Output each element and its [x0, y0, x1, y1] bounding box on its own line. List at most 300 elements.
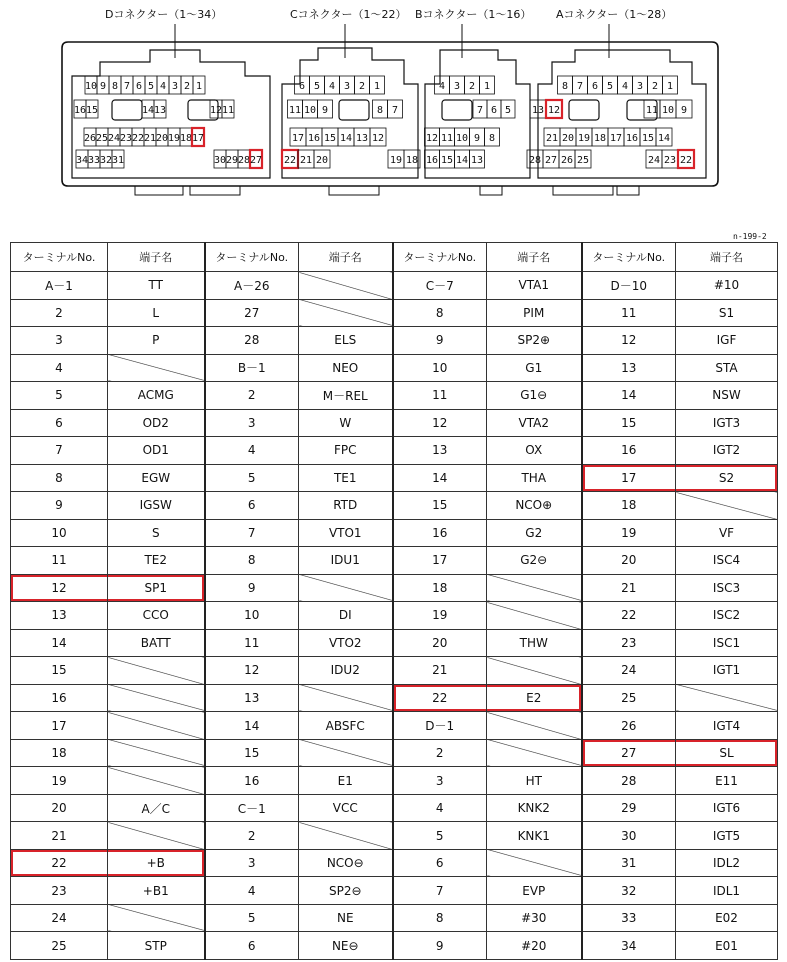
d-pin-number: 10 — [84, 81, 98, 92]
leader-lines — [175, 24, 609, 58]
terminal-name: NCO⊖ — [299, 849, 393, 877]
terminal-name: IDL2 — [676, 849, 778, 877]
c-pin-number: 13 — [355, 133, 369, 144]
terminal-no: 24 — [582, 657, 676, 685]
a-pin-number: 23 — [663, 155, 677, 166]
b-pin-number: 13 — [470, 155, 484, 166]
table-row — [11, 739, 778, 767]
terminal-name: S2 — [676, 464, 778, 492]
table-row — [11, 684, 778, 712]
terminal-no: 3 — [205, 409, 299, 437]
header-terminal-name: 端子名 — [676, 243, 778, 272]
terminal-name: STP — [108, 932, 205, 960]
terminal-name — [676, 492, 778, 520]
header-terminal-name: 端子名 — [299, 243, 393, 272]
terminal-no: 15 — [11, 657, 108, 685]
b-connector-title: Bコネクター（1～16） — [415, 8, 532, 21]
terminal-name: ISC3 — [676, 574, 778, 602]
terminal-no: 20 — [11, 794, 108, 822]
terminal-name: OD2 — [108, 409, 205, 437]
terminal-name: CCO — [108, 602, 205, 630]
table-row — [11, 382, 778, 410]
table-row — [11, 299, 778, 327]
a-pin-number: 10 — [661, 105, 675, 116]
terminal-name: ACMG — [108, 382, 205, 410]
table-row — [11, 272, 778, 300]
terminal-name — [108, 739, 205, 767]
terminal-name: KNK2 — [487, 794, 582, 822]
table-row — [11, 877, 778, 905]
d-pin-number: 11 — [221, 105, 235, 116]
table-row — [11, 629, 778, 657]
table-row — [11, 822, 778, 850]
b-pin-number: 8 — [488, 133, 496, 144]
terminal-name: NE⊖ — [299, 932, 393, 960]
d-pin-number: 3 — [171, 81, 179, 92]
c-pin-number: 22 — [283, 155, 297, 166]
a-pin-number: 13 — [531, 105, 545, 116]
terminal-no: 12 — [205, 657, 299, 685]
terminal-name: NE — [299, 904, 393, 932]
terminal-no: 5 — [205, 464, 299, 492]
terminal-no: 27 — [205, 299, 299, 327]
terminal-no: 28 — [582, 767, 676, 795]
terminal-name: IDU1 — [299, 547, 393, 575]
a-pin-number: 17 — [609, 133, 623, 144]
terminal-no: 13 — [11, 602, 108, 630]
terminal-no: 20 — [393, 629, 487, 657]
a-pin-number: 2 — [651, 81, 659, 92]
terminal-no: 32 — [582, 877, 676, 905]
terminal-name: ISC2 — [676, 602, 778, 630]
connector-diagram — [0, 0, 787, 240]
d-pin-number: 18 — [179, 133, 193, 144]
terminal-name: IDU2 — [299, 657, 393, 685]
terminal-name: ELS — [299, 327, 393, 355]
terminal-name: E1 — [299, 767, 393, 795]
d-pin-number: 4 — [159, 81, 167, 92]
d-pin-number: 19 — [167, 133, 181, 144]
terminal-name: IDL1 — [676, 877, 778, 905]
terminal-name: +B1 — [108, 877, 205, 905]
terminal-name: THW — [487, 629, 582, 657]
table-row — [11, 547, 778, 575]
terminal-no: 3 — [205, 849, 299, 877]
d-pin-number: 21 — [143, 133, 157, 144]
terminal-name: W — [299, 409, 393, 437]
a-pin-number: 20 — [561, 133, 575, 144]
terminal-name: ABSFC — [299, 712, 393, 740]
terminal-no: 28 — [205, 327, 299, 355]
terminal-name: RTD — [299, 492, 393, 520]
terminal-name: VTO1 — [299, 519, 393, 547]
b-pin-number: 10 — [455, 133, 469, 144]
terminal-no: 18 — [582, 492, 676, 520]
terminal-no: 16 — [205, 767, 299, 795]
d-pin-number: 25 — [95, 133, 109, 144]
terminal-no: 6 — [205, 492, 299, 520]
table-row — [11, 712, 778, 740]
header-terminal-no: ターミナルNo. — [205, 243, 299, 272]
a-connector-title: Aコネクター（1～28） — [556, 8, 673, 21]
terminal-no: 21 — [582, 574, 676, 602]
a-pin-number: 3 — [636, 81, 644, 92]
terminal-name — [299, 574, 393, 602]
terminal-name: SP2⊕ — [487, 327, 582, 355]
a-pin-number: 25 — [576, 155, 590, 166]
terminal-no: 10 — [11, 519, 108, 547]
header-terminal-no: ターミナルNo. — [11, 243, 108, 272]
table-row — [11, 932, 778, 960]
terminal-name: E11 — [676, 767, 778, 795]
d-pin-number: 27 — [249, 155, 263, 166]
terminal-name — [487, 712, 582, 740]
terminal-name: TE2 — [108, 547, 205, 575]
d-pin-number: 26 — [83, 133, 97, 144]
table-row — [11, 602, 778, 630]
table-row — [11, 409, 778, 437]
terminal-no: 29 — [582, 794, 676, 822]
c-pin-number: 8 — [376, 105, 384, 116]
table-row — [11, 437, 778, 465]
terminal-no: 7 — [11, 437, 108, 465]
terminal-name: VCC — [299, 794, 393, 822]
b-pin-number: 4 — [438, 81, 446, 92]
terminal-no: 20 — [582, 547, 676, 575]
a-pin-number: 11 — [645, 105, 659, 116]
terminal-no: 9 — [393, 932, 487, 960]
table-row — [11, 464, 778, 492]
terminal-no: 8 — [205, 547, 299, 575]
d-pin-number: 7 — [123, 81, 131, 92]
terminal-no: 5 — [205, 904, 299, 932]
d-pin-number: 14 — [141, 105, 155, 116]
c-pin-number: 10 — [303, 105, 317, 116]
terminal-name: THA — [487, 464, 582, 492]
terminal-no: 15 — [393, 492, 487, 520]
figure-code: n-199-2 — [733, 232, 767, 241]
terminal-no: 11 — [11, 547, 108, 575]
d-pin-number: 9 — [99, 81, 107, 92]
d-pin-number: 30 — [213, 155, 227, 166]
terminal-no: 26 — [582, 712, 676, 740]
terminal-name — [299, 299, 393, 327]
a-pin-number: 16 — [625, 133, 639, 144]
terminal-no: 4 — [393, 794, 487, 822]
terminal-no: A－1 — [11, 272, 108, 300]
terminal-no: 11 — [582, 299, 676, 327]
b-pin-number: 14 — [455, 155, 469, 166]
terminal-no: 9 — [393, 327, 487, 355]
d-pin-number: 22 — [131, 133, 145, 144]
terminal-name: HT — [487, 767, 582, 795]
terminal-name — [108, 354, 205, 382]
a-pin-number: 8 — [561, 81, 569, 92]
b-pin-number: 12 — [425, 133, 439, 144]
terminal-no: 18 — [393, 574, 487, 602]
d-pin-number: 6 — [135, 81, 143, 92]
terminal-name: TT — [108, 272, 205, 300]
table-row — [11, 849, 778, 877]
d-connector-title: Dコネクター（1～34） — [105, 8, 223, 21]
header-terminal-no: ターミナルNo. — [582, 243, 676, 272]
terminal-name: IGSW — [108, 492, 205, 520]
c-pin-number: 5 — [313, 81, 321, 92]
a-pin-number: 18 — [593, 133, 607, 144]
terminal-name: #20 — [487, 932, 582, 960]
table-row — [11, 574, 778, 602]
terminal-name: VTO2 — [299, 629, 393, 657]
table-row — [11, 519, 778, 547]
terminal-name — [108, 822, 205, 850]
terminal-no: 13 — [582, 354, 676, 382]
terminal-name: G2⊖ — [487, 547, 582, 575]
terminal-no: 16 — [393, 519, 487, 547]
d-pin-number: 17 — [191, 133, 205, 144]
terminal-no: 19 — [393, 602, 487, 630]
terminal-no: 19 — [582, 519, 676, 547]
terminal-name: S — [108, 519, 205, 547]
a-pin-number: 19 — [577, 133, 591, 144]
terminal-table — [10, 242, 778, 960]
pin-grid — [74, 76, 694, 168]
terminal-no: 2 — [393, 739, 487, 767]
c-pin-number: 4 — [328, 81, 336, 92]
terminal-name: IGT5 — [676, 822, 778, 850]
terminal-no: 21 — [393, 657, 487, 685]
b-pin-number: 2 — [468, 81, 476, 92]
terminal-name: L — [108, 299, 205, 327]
terminal-no: 3 — [11, 327, 108, 355]
terminal-name: NCO⊕ — [487, 492, 582, 520]
terminal-no: 22 — [582, 602, 676, 630]
terminal-name — [299, 272, 393, 300]
terminal-no: 12 — [393, 409, 487, 437]
terminal-name: SP2⊖ — [299, 877, 393, 905]
terminal-name — [299, 684, 393, 712]
c-pin-number: 19 — [389, 155, 403, 166]
terminal-name: SP1 — [108, 574, 205, 602]
terminal-no: 4 — [205, 877, 299, 905]
terminal-no: 5 — [11, 382, 108, 410]
a-pin-number: 27 — [544, 155, 558, 166]
terminal-name — [108, 684, 205, 712]
a-pin-number: 6 — [591, 81, 599, 92]
table-header-row — [11, 243, 778, 272]
d-pin-number: 2 — [183, 81, 191, 92]
d-pin-number: 12 — [209, 105, 223, 116]
a-pin-number: 12 — [547, 105, 561, 116]
terminal-no: 31 — [582, 849, 676, 877]
a-pin-number: 15 — [641, 133, 655, 144]
b-pin-number: 3 — [453, 81, 461, 92]
d-pin-number: 20 — [155, 133, 169, 144]
terminal-name: ISC4 — [676, 547, 778, 575]
terminal-no: 8 — [11, 464, 108, 492]
a-pin-number: 24 — [647, 155, 661, 166]
a-pin-number: 1 — [666, 81, 674, 92]
housing-tabs — [135, 186, 639, 195]
terminal-name: IGT2 — [676, 437, 778, 465]
terminal-no: 34 — [582, 932, 676, 960]
terminal-name — [299, 822, 393, 850]
a-pin-number: 14 — [657, 133, 671, 144]
terminal-name: G1⊖ — [487, 382, 582, 410]
terminal-name — [487, 657, 582, 685]
d-pin-number: 8 — [111, 81, 119, 92]
terminal-name: SL — [676, 739, 778, 767]
terminal-no: 25 — [11, 932, 108, 960]
terminal-name: VTA1 — [487, 272, 582, 300]
b-pin-number: 5 — [504, 105, 512, 116]
latch-shapes — [112, 100, 657, 120]
terminal-name — [108, 904, 205, 932]
terminal-name: IGT1 — [676, 657, 778, 685]
terminal-name: IGT4 — [676, 712, 778, 740]
d-pin-number: 28 — [237, 155, 251, 166]
terminal-name: OD1 — [108, 437, 205, 465]
d-pin-number: 33 — [87, 155, 101, 166]
terminal-no: 7 — [205, 519, 299, 547]
terminal-name: PIM — [487, 299, 582, 327]
header-terminal-no: ターミナルNo. — [393, 243, 487, 272]
b-pin-number: 15 — [440, 155, 454, 166]
terminal-name: EGW — [108, 464, 205, 492]
terminal-no: 22 — [11, 849, 108, 877]
terminal-no: 6 — [393, 849, 487, 877]
terminal-name: DI — [299, 602, 393, 630]
terminal-name — [487, 602, 582, 630]
terminal-name — [487, 849, 582, 877]
terminal-name: +B — [108, 849, 205, 877]
c-pin-number: 3 — [343, 81, 351, 92]
terminal-no: 9 — [11, 492, 108, 520]
terminal-name: E01 — [676, 932, 778, 960]
table-row — [11, 767, 778, 795]
a-pin-number: 5 — [606, 81, 614, 92]
terminal-no: 9 — [205, 574, 299, 602]
terminal-no: 6 — [11, 409, 108, 437]
b-pin-number: 9 — [473, 133, 481, 144]
terminal-name: S1 — [676, 299, 778, 327]
terminal-name: ISC1 — [676, 629, 778, 657]
d-pin-number: 15 — [85, 105, 99, 116]
a-pin-number: 9 — [680, 105, 688, 116]
terminal-no: 8 — [393, 299, 487, 327]
terminal-no: 2 — [11, 299, 108, 327]
terminal-no: 25 — [582, 684, 676, 712]
terminal-name: NEO — [299, 354, 393, 382]
table-row — [11, 492, 778, 520]
terminal-no: 17 — [393, 547, 487, 575]
b-pin-number: 11 — [440, 133, 454, 144]
a-pin-number: 26 — [560, 155, 574, 166]
terminal-no: D－10 — [582, 272, 676, 300]
b-pin-number: 16 — [425, 155, 439, 166]
terminal-no: D－1 — [393, 712, 487, 740]
terminal-no: 23 — [582, 629, 676, 657]
c-pin-number: 20 — [315, 155, 329, 166]
terminal-name: #10 — [676, 272, 778, 300]
terminal-no: 27 — [582, 739, 676, 767]
terminal-no: 19 — [11, 767, 108, 795]
terminal-no: 10 — [393, 354, 487, 382]
terminal-name — [676, 684, 778, 712]
terminal-no: 17 — [11, 712, 108, 740]
terminal-no: 4 — [205, 437, 299, 465]
table-row — [11, 904, 778, 932]
terminal-name: G1 — [487, 354, 582, 382]
b-pin-number: 7 — [476, 105, 484, 116]
terminal-name — [108, 657, 205, 685]
terminal-no: 11 — [205, 629, 299, 657]
terminal-name: #30 — [487, 904, 582, 932]
d-pin-number: 31 — [111, 155, 125, 166]
a-pin-number: 7 — [576, 81, 584, 92]
terminal-name: NSW — [676, 382, 778, 410]
terminal-name: STA — [676, 354, 778, 382]
terminal-no: 7 — [393, 877, 487, 905]
b-pin-number: 6 — [490, 105, 498, 116]
terminal-no: 2 — [205, 382, 299, 410]
terminal-name: EVP — [487, 877, 582, 905]
terminal-name — [108, 767, 205, 795]
terminal-name: E02 — [676, 904, 778, 932]
terminal-no: 13 — [205, 684, 299, 712]
terminal-no: 8 — [393, 904, 487, 932]
terminal-no: 16 — [582, 437, 676, 465]
terminal-no: 12 — [11, 574, 108, 602]
terminal-no: C－7 — [393, 272, 487, 300]
terminal-no: 3 — [393, 767, 487, 795]
terminal-name: IGF — [676, 327, 778, 355]
terminal-no: C－1 — [205, 794, 299, 822]
a-pin-number: 21 — [545, 133, 559, 144]
table-row — [11, 794, 778, 822]
c-pin-number: 14 — [339, 133, 353, 144]
a-pin-number: 28 — [528, 155, 542, 166]
d-pin-number: 16 — [73, 105, 87, 116]
terminal-name — [108, 712, 205, 740]
terminal-no: 12 — [582, 327, 676, 355]
c-connector-title: Cコネクター（1～22） — [290, 8, 407, 21]
terminal-name — [487, 574, 582, 602]
d-pin-number: 5 — [147, 81, 155, 92]
header-terminal-name: 端子名 — [108, 243, 205, 272]
terminal-name: KNK1 — [487, 822, 582, 850]
terminal-no: 10 — [205, 602, 299, 630]
c-pin-number: 21 — [299, 155, 313, 166]
terminal-no: A－26 — [205, 272, 299, 300]
terminal-no: 15 — [582, 409, 676, 437]
terminal-name: VF — [676, 519, 778, 547]
terminal-name: FPC — [299, 437, 393, 465]
d-pin-number: 23 — [119, 133, 133, 144]
d-pin-number: 13 — [153, 105, 167, 116]
table-row — [11, 354, 778, 382]
terminal-no: 14 — [205, 712, 299, 740]
d-pin-number: 24 — [107, 133, 121, 144]
terminal-name: M－REL — [299, 382, 393, 410]
c-pin-number: 16 — [307, 133, 321, 144]
a-pin-number: 22 — [679, 155, 693, 166]
c-pin-number: 9 — [321, 105, 329, 116]
terminal-no: 14 — [11, 629, 108, 657]
terminal-no: 15 — [205, 739, 299, 767]
c-pin-number: 17 — [291, 133, 305, 144]
terminal-no: 21 — [11, 822, 108, 850]
terminal-name: G2 — [487, 519, 582, 547]
